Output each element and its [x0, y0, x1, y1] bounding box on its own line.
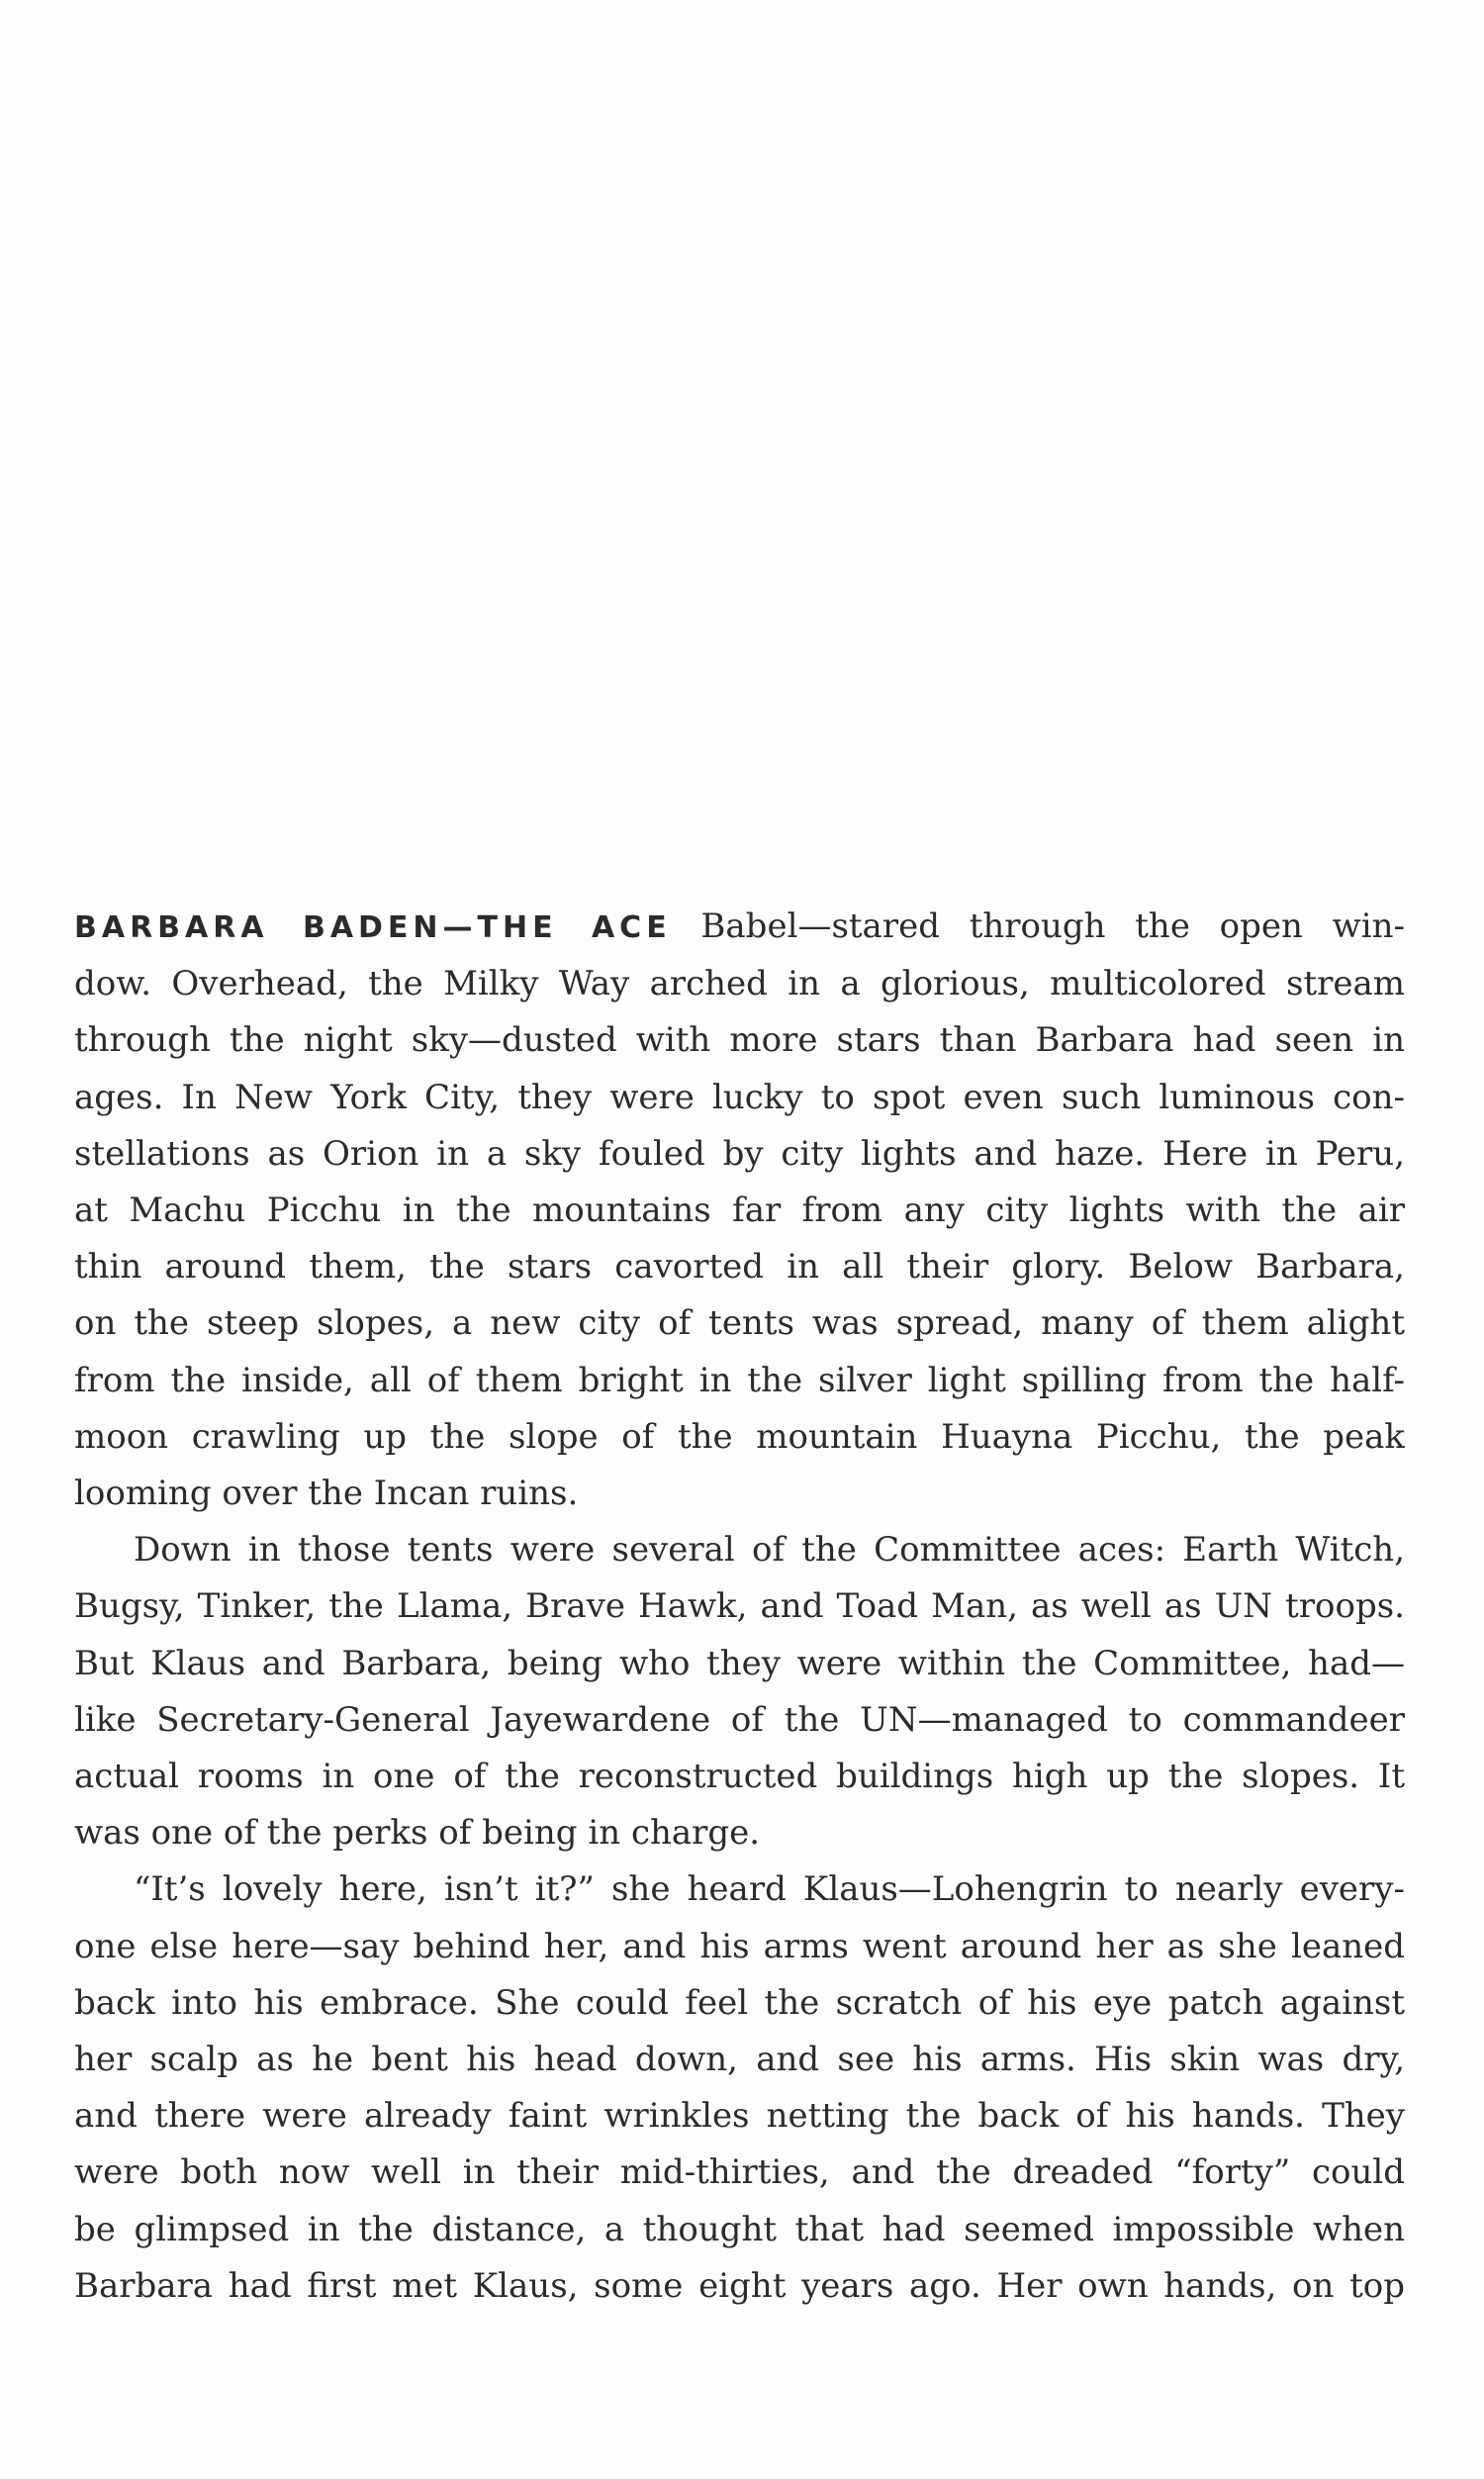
text-line: actual rooms in one of the reconstructed buildings high up the slopes. It [74, 1757, 1405, 1797]
text-line: was one of the perks of being in charge. [74, 1813, 761, 1854]
text-line: “It’s lovely here, isn’t it?” she heard Klaus—Lohengrin to nearly every- [134, 1869, 1405, 1910]
text-line: like Secretary-General Jayewardene of the UN—managed to commandeer [74, 1699, 1405, 1740]
text-line: at Machu Picchu in the mountains far from any city lights with the air [74, 1191, 1405, 1231]
text-line: back into his embrace. She could feel the scratch of his eye patch against [74, 1982, 1405, 2023]
text-line: BARBARA BADEN—THE ACE Babel—stared through the open win- [74, 906, 1405, 946]
text-line: were both now well in their mid-thirties, and the dreaded “forty” could [74, 2152, 1405, 2193]
text-line: through the night sky—dusted with more stars than Barbara had seen in [74, 1020, 1405, 1061]
chapter-lead-in: BARBARA BADEN—THE ACE [74, 910, 672, 945]
text-line: be glimpsed in the distance, a thought that had seemed impossible when [74, 2209, 1405, 2249]
paragraph-3 [74, 1861, 1405, 2315]
text-line: Down in those tents were several of the Committee aces: Earth Witch, [134, 1530, 1405, 1571]
text-line: from the inside, all of them bright in the silver light spilling from the half- [74, 1360, 1405, 1400]
text-line: But Klaus and Barbara, being who they were within the Committee, had— [74, 1643, 1405, 1683]
text-line: dow. Overhead, the Milky Way arched in a glorious, multicolored stream [74, 964, 1405, 1004]
text-line: thin around them, the stars cavorted in all their glory. Below Barbara, [74, 1247, 1405, 1287]
text-line: Barbara had first met Klaus, some eight years ago. Her own hands, on top [74, 2265, 1405, 2306]
text-line: on the steep slopes, a new city of tents was spread, many of them alight [74, 1303, 1405, 1344]
paragraph-1 [74, 899, 1405, 1522]
paragraph-2 [74, 1522, 1405, 1861]
text-line: ages. In New York City, they were lucky to spot even such luminous con- [74, 1077, 1405, 1117]
text-line: and there were already faint wrinkles netting the back of his hands. They [74, 2096, 1405, 2137]
text-line: Bugsy, Tinker, the Llama, Brave Hawk, and Toad Man, as well as UN troops. [74, 1586, 1405, 1627]
text-line: looming over the Incan ruins. [74, 1474, 579, 1514]
text-line: moon crawling up the slope of the mountain Huayna Picchu, the peak [74, 1416, 1405, 1457]
chapter-text [74, 899, 1405, 2315]
text-line: stellations as Orion in a sky fouled by city lights and haze. Here in Peru, [74, 1133, 1405, 1174]
text-line: one else here—say behind her, and his arms went around her as she leaned [74, 1926, 1405, 1966]
text-line: her scalp as he bent his head down, and see his arms. His skin was dry, [74, 2040, 1405, 2080]
